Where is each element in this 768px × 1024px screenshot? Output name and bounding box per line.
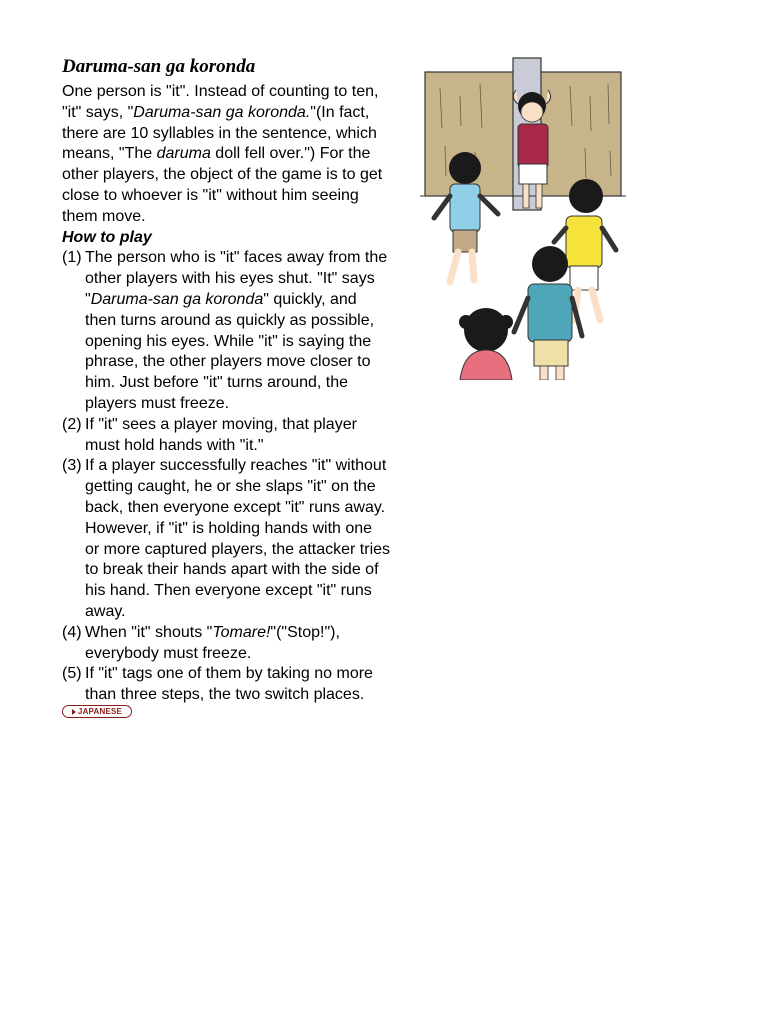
step-line: However, if "it" is holding hands with one [85,519,373,537]
intro-line: close to whoever is "it" without him seeing [62,186,359,204]
intro-text: means, "The [62,145,157,163]
step-line: If a player successfully reaches "it" without [85,457,387,475]
step-text-part: " quickly, and [263,290,357,308]
step-text [85,664,373,706]
steps-list [62,248,424,706]
step-line: opening his eyes. While "it" is saying the [85,332,372,350]
step-line: If "it" sees a player moving, that player [85,415,357,433]
pink-shirt-child [459,308,513,380]
step-line: must hold hands with "it." [85,436,264,454]
page-title: Daruma-san ga koronda [62,56,256,77]
step-line: away. [85,602,126,620]
list-item [62,664,424,706]
japanese-button-label: JAPANESE [77,706,123,716]
step-number: (1) [62,249,82,267]
step-line: than three steps, the two switch places. [85,686,365,704]
intro-paragraph [62,82,424,228]
step-line: The person who is "it" faces away from the [85,249,388,267]
step-number: (2) [62,415,82,433]
step-line: his hand. Then everyone except "it" runs [85,582,372,600]
step-line: getting caught, he or she slaps "it" on the [85,478,376,496]
step-number: (4) [62,623,82,641]
japanese-version-button[interactable] [62,705,132,718]
list-item [62,623,424,665]
phrase-italic: Daruma-san ga koronda [90,290,264,308]
step-line: or more captured players, the attacker tries [85,540,391,558]
step-line: him. Just before "it" turns around, the [85,374,349,392]
intro-line [62,103,424,124]
step-number: (5) [62,665,82,683]
intro-line: One person is "it". Instead of counting to ten, [62,83,379,100]
play-arrow-icon [72,709,76,715]
intro-text: "(In fact, [310,103,370,121]
list-item [62,248,424,414]
list-item [62,415,424,457]
tomare-italic: Tomare! [212,623,271,641]
game-illustration [420,56,626,380]
step-line: everybody must freeze. [85,644,252,662]
step-text [85,623,340,665]
intro-line: other players, the object of the game is to get [62,166,383,184]
step-line: players must freeze. [85,394,230,412]
step-text-part: " [85,290,91,308]
step-line: back, then everyone except "it" runs away. [85,498,386,516]
intro-text: doll fell over.") For the [210,145,371,163]
phrase-italic: Daruma-san ga koronda. [133,103,311,121]
intro-line: them move. [62,207,146,225]
intro-text: "it" says, " [62,103,134,121]
step-line [85,290,387,311]
article-body [62,82,424,706]
intro-line [62,144,424,165]
step-number: (3) [62,457,82,475]
step-text [85,248,387,414]
step-text [85,415,357,457]
step-text [85,456,390,622]
daruma-italic: daruma [156,145,211,163]
step-line: to break their hands apart with the side of [85,561,379,579]
step-line: phrase, the other players move closer to [85,353,371,371]
step-text-part: "("Stop!"), [270,623,340,641]
step-line: If "it" tags one of them by taking no more [85,665,373,683]
step-line: then turns around as quickly as possible, [85,311,375,329]
step-line [85,623,340,644]
step-text-part: When "it" shouts " [85,623,213,641]
list-item [62,456,424,622]
step-line: other players with his eyes shut. "It" says [85,270,375,288]
intro-line: there are 10 syllables in the sentence, which [62,124,377,142]
how-to-play-heading: How to play [62,228,152,246]
